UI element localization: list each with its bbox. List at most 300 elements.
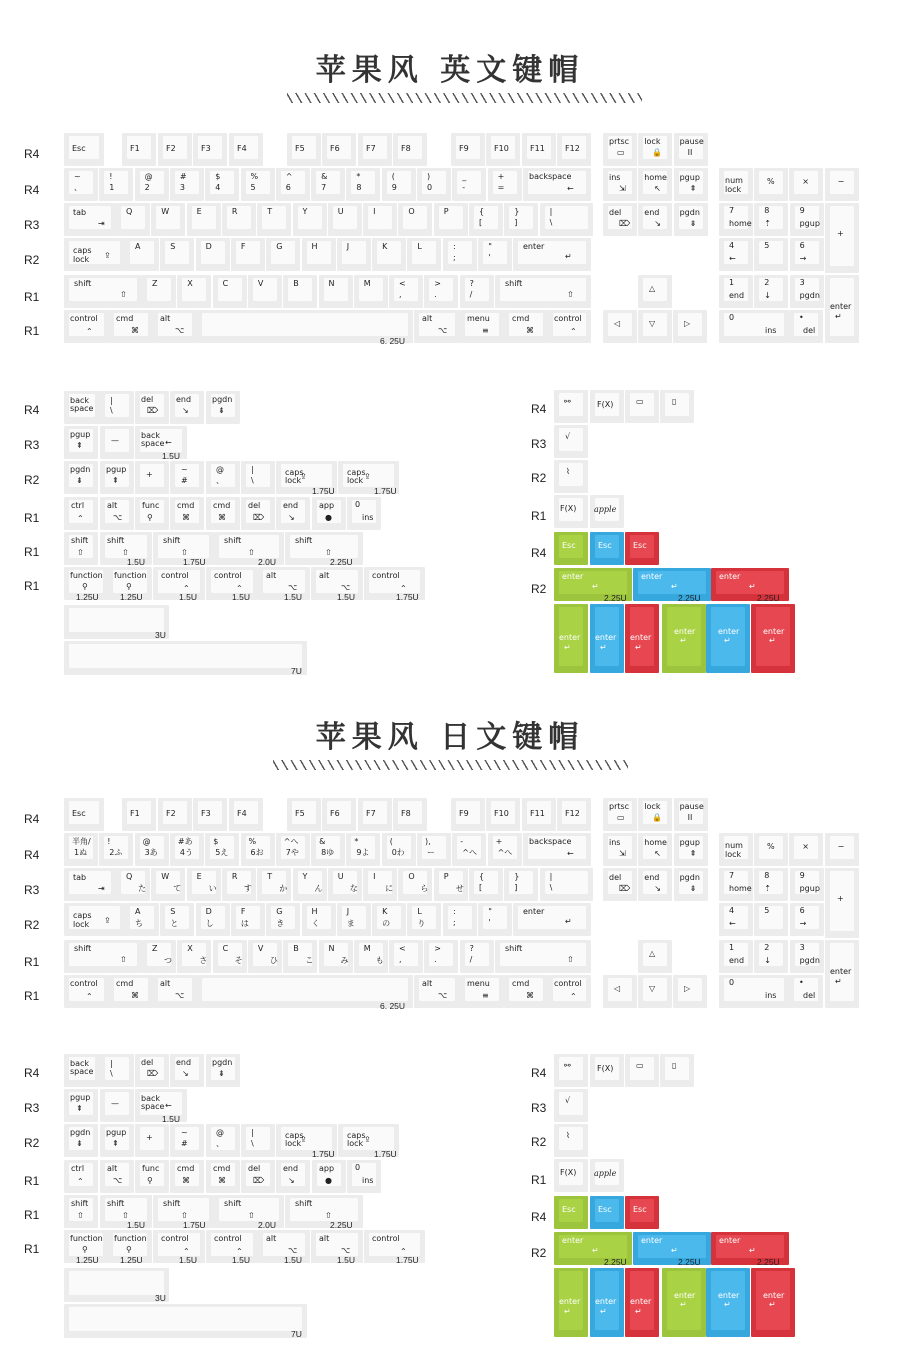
key-num-2[interactable] xyxy=(135,833,169,866)
control-15-key-2[interactable] xyxy=(206,567,258,600)
numpad-op-0[interactable] xyxy=(754,168,788,201)
numpad-plus-key[interactable] xyxy=(825,868,859,938)
key-f5[interactable] xyxy=(287,133,321,166)
at-key[interactable] xyxy=(206,1124,240,1157)
control-175-key[interactable] xyxy=(364,567,425,600)
func-key[interactable] xyxy=(135,497,169,530)
end-small-key[interactable] xyxy=(276,1160,310,1193)
pgdn-key-2[interactable] xyxy=(64,461,98,494)
nav-prtsc[interactable] xyxy=(603,133,637,166)
monitor-icon-key[interactable] xyxy=(625,390,659,423)
nav-pause[interactable] xyxy=(674,133,708,166)
share-icon-key[interactable] xyxy=(554,1054,588,1087)
function-key-2[interactable] xyxy=(108,1230,152,1263)
end-small-key[interactable] xyxy=(276,497,310,530)
alt-15-key[interactable] xyxy=(258,567,310,600)
right-alt-key[interactable] xyxy=(414,975,460,1008)
esc-blue-key[interactable] xyxy=(590,532,624,565)
key-j[interactable] xyxy=(337,903,371,936)
numpad-7[interactable] xyxy=(719,868,753,901)
alt-small-key[interactable] xyxy=(100,1160,134,1193)
shift-15-key[interactable] xyxy=(100,1195,152,1228)
key-num-4[interactable] xyxy=(205,168,239,201)
tab-key[interactable] xyxy=(64,868,116,901)
key-esc[interactable] xyxy=(64,133,104,166)
key-num-8[interactable] xyxy=(346,833,380,866)
end-key[interactable] xyxy=(170,391,204,424)
numpad-zero-key[interactable] xyxy=(719,975,789,1008)
key-a[interactable] xyxy=(125,903,159,936)
cmd-small-key[interactable] xyxy=(170,1160,204,1193)
cmd-small-key-2[interactable] xyxy=(206,1160,240,1193)
numpad-8[interactable] xyxy=(754,203,788,236)
numpad-plus-key[interactable] xyxy=(825,203,859,273)
key-r[interactable] xyxy=(222,868,256,901)
space-3u-key[interactable] xyxy=(64,1268,169,1302)
iso-enter-green[interactable] xyxy=(554,604,588,673)
plus-key[interactable] xyxy=(135,1124,169,1157)
key-num-9[interactable] xyxy=(382,833,416,866)
key-o[interactable] xyxy=(398,203,432,236)
shift-20-key[interactable] xyxy=(214,1195,284,1228)
key-i[interactable] xyxy=(363,203,397,236)
key-bracket-1[interactable] xyxy=(504,203,538,236)
key-d[interactable] xyxy=(196,903,230,936)
sqrt-key[interactable] xyxy=(554,1089,588,1122)
nav-pause[interactable] xyxy=(674,798,708,831)
enter-blue-key[interactable] xyxy=(633,1232,711,1265)
key-h[interactable] xyxy=(302,238,336,271)
key-b[interactable] xyxy=(283,940,317,973)
key-l[interactable] xyxy=(407,903,441,936)
key-f5[interactable] xyxy=(287,798,321,831)
big-enter-red[interactable] xyxy=(751,604,795,673)
numpad-2[interactable] xyxy=(754,940,788,973)
key-e[interactable] xyxy=(187,868,221,901)
key-num-2[interactable] xyxy=(135,168,169,201)
key-u[interactable] xyxy=(328,203,362,236)
menu-key[interactable] xyxy=(460,975,504,1008)
nav-prtsc[interactable] xyxy=(603,798,637,831)
menu-key[interactable] xyxy=(460,310,504,343)
key-sym-2[interactable] xyxy=(460,275,494,308)
del-small-key[interactable] xyxy=(241,497,275,530)
nav-del[interactable] xyxy=(603,868,637,901)
shift-225-key[interactable] xyxy=(285,532,363,565)
nav-home[interactable] xyxy=(638,168,672,201)
numpad-1[interactable] xyxy=(719,940,753,973)
pgdn-key-2[interactable] xyxy=(64,1124,98,1157)
function-key-2[interactable] xyxy=(108,567,152,600)
enter-red-key[interactable] xyxy=(711,568,789,601)
key-quote-1[interactable] xyxy=(478,903,512,936)
key-u[interactable] xyxy=(328,868,362,901)
numpad-zero-key[interactable] xyxy=(719,310,789,343)
key-f1[interactable] xyxy=(122,798,156,831)
key-quote-0[interactable] xyxy=(443,238,477,271)
key-bracket-0[interactable] xyxy=(469,868,503,901)
pgup-key-2[interactable] xyxy=(100,1124,134,1157)
key-m[interactable] xyxy=(354,275,388,308)
nav-lock[interactable] xyxy=(638,133,672,166)
numpad-5[interactable] xyxy=(754,903,788,936)
key-num-12[interactable] xyxy=(488,168,522,201)
sqrt-key[interactable] xyxy=(554,425,588,458)
numpad-3[interactable] xyxy=(790,940,824,973)
at-key[interactable] xyxy=(206,461,240,494)
apple-key[interactable] xyxy=(590,1159,624,1192)
cmd-small-key-2[interactable] xyxy=(206,497,240,530)
numpad-enter-key[interactable] xyxy=(825,275,859,343)
num-lock-key[interactable] xyxy=(719,833,753,866)
del-key[interactable] xyxy=(135,391,169,424)
key-num-10[interactable] xyxy=(417,833,451,866)
key-f4[interactable] xyxy=(229,133,263,166)
pgup-key[interactable] xyxy=(64,426,98,459)
space-key[interactable] xyxy=(197,975,413,1011)
numpad-6[interactable] xyxy=(790,903,824,936)
key-num-5[interactable] xyxy=(241,168,275,201)
key-f6[interactable] xyxy=(322,798,356,831)
key-num-8[interactable] xyxy=(346,168,380,201)
key-sym-2[interactable] xyxy=(460,940,494,973)
monitor-icon-key[interactable] xyxy=(625,1054,659,1087)
big-enter-green[interactable] xyxy=(662,604,706,673)
nav-ins[interactable] xyxy=(603,168,637,201)
key-r[interactable] xyxy=(222,203,256,236)
esc-green-key[interactable] xyxy=(554,532,588,565)
left-alt-key[interactable] xyxy=(153,310,197,343)
backspace-key[interactable] xyxy=(523,168,591,201)
iso-enter-red[interactable] xyxy=(625,604,659,673)
key-num-4[interactable] xyxy=(205,833,239,866)
enter-blue-key[interactable] xyxy=(633,568,711,601)
cmd-small-key[interactable] xyxy=(170,497,204,530)
arrow-up-key[interactable] xyxy=(638,275,672,308)
key-num-5[interactable] xyxy=(241,833,275,866)
fx-key[interactable] xyxy=(554,495,588,528)
right-shift-key[interactable] xyxy=(495,275,591,308)
key-num-11[interactable] xyxy=(452,833,486,866)
key-y[interactable] xyxy=(293,203,327,236)
enter-green-key[interactable] xyxy=(554,568,632,601)
left-shift-key[interactable] xyxy=(64,275,142,308)
bar-key[interactable] xyxy=(241,461,275,494)
share-icon-key[interactable] xyxy=(554,390,588,423)
numpad-7[interactable] xyxy=(719,203,753,236)
caps-175-key-2[interactable] xyxy=(338,1124,399,1157)
numpad-op-2[interactable] xyxy=(825,168,859,201)
arrow-down-key[interactable] xyxy=(638,975,672,1008)
right-control-key[interactable] xyxy=(548,975,591,1008)
del-small-key[interactable] xyxy=(241,1160,275,1193)
numpad-4[interactable] xyxy=(719,238,753,271)
key-f8[interactable] xyxy=(393,133,427,166)
esc-red-key[interactable] xyxy=(625,1196,659,1229)
key-bracket-2[interactable] xyxy=(540,203,593,236)
minus-key[interactable] xyxy=(100,426,134,459)
shift-175-key[interactable] xyxy=(153,1195,214,1228)
caps-lock-key[interactable] xyxy=(64,238,125,271)
app-key[interactable] xyxy=(312,497,346,530)
key-f6[interactable] xyxy=(322,133,356,166)
nav-end[interactable] xyxy=(638,203,672,236)
nav-end[interactable] xyxy=(638,868,672,901)
enter-green-key[interactable] xyxy=(554,1232,632,1265)
left-control-key[interactable] xyxy=(64,310,109,343)
right-cmd-key[interactable] xyxy=(504,310,548,343)
key-g[interactable] xyxy=(266,903,300,936)
space-7u-key[interactable] xyxy=(64,641,307,675)
numpad-dot-key[interactable] xyxy=(789,975,823,1008)
caps-175-key-2[interactable] xyxy=(338,461,399,494)
numpad-1[interactable] xyxy=(719,275,753,308)
key-h[interactable] xyxy=(302,903,336,936)
key-quote-1[interactable] xyxy=(478,238,512,271)
key-i[interactable] xyxy=(363,868,397,901)
caps-lock-key[interactable] xyxy=(64,903,125,936)
key-num-3[interactable] xyxy=(170,833,204,866)
end-key[interactable] xyxy=(170,1054,204,1087)
key-q[interactable] xyxy=(116,203,150,236)
alt-15-key-2[interactable] xyxy=(311,1230,363,1263)
apple-key[interactable] xyxy=(590,495,624,528)
tilde-key[interactable] xyxy=(170,461,204,494)
bar-key[interactable] xyxy=(241,1124,275,1157)
right-control-key[interactable] xyxy=(548,310,591,343)
numpad-9[interactable] xyxy=(790,203,824,236)
key-num-9[interactable] xyxy=(382,168,416,201)
esc-green-key[interactable] xyxy=(554,1196,588,1229)
nav-lock[interactable] xyxy=(638,798,672,831)
numpad-6[interactable] xyxy=(790,238,824,271)
caps-175-key[interactable] xyxy=(276,461,337,494)
ctrl-key[interactable] xyxy=(64,497,98,530)
control-15-key[interactable] xyxy=(153,567,205,600)
backspace-small-key[interactable] xyxy=(64,1054,100,1087)
minus-key[interactable] xyxy=(100,1089,134,1122)
numpad-op-1[interactable] xyxy=(789,168,823,201)
key-n[interactable] xyxy=(319,275,353,308)
ctrl-key[interactable] xyxy=(64,1160,98,1193)
arrow-up-key[interactable] xyxy=(638,940,672,973)
fx-key[interactable] xyxy=(554,1159,588,1192)
key-num-10[interactable] xyxy=(417,168,451,201)
tilde-key[interactable] xyxy=(170,1124,204,1157)
phone-icon-key[interactable] xyxy=(660,390,694,423)
key-z[interactable] xyxy=(142,275,176,308)
numpad-4[interactable] xyxy=(719,903,753,936)
key-w[interactable] xyxy=(151,203,185,236)
enter-key[interactable] xyxy=(513,238,591,271)
iso-enter-blue[interactable] xyxy=(590,1268,624,1337)
key-f7[interactable] xyxy=(358,798,392,831)
key-f3[interactable] xyxy=(193,798,227,831)
shift-20-key[interactable] xyxy=(214,532,284,565)
right-cmd-key[interactable] xyxy=(504,975,548,1008)
big-enter-blue[interactable] xyxy=(706,604,750,673)
arrow-right-key[interactable] xyxy=(673,975,707,1008)
enter-red-key[interactable] xyxy=(711,1232,789,1265)
key-m[interactable] xyxy=(354,940,388,973)
key-bracket-0[interactable] xyxy=(469,203,503,236)
nav-pgdn[interactable] xyxy=(674,868,708,901)
key-v[interactable] xyxy=(248,940,282,973)
enter-key[interactable] xyxy=(513,903,591,936)
left-cmd-key[interactable] xyxy=(109,975,153,1008)
key-num-3[interactable] xyxy=(170,168,204,201)
key-f1[interactable] xyxy=(122,133,156,166)
iso-enter-red[interactable] xyxy=(625,1268,659,1337)
key-p[interactable] xyxy=(434,868,468,901)
key-t[interactable] xyxy=(257,868,291,901)
nav-pgdn[interactable] xyxy=(674,203,708,236)
key-f10[interactable] xyxy=(486,798,520,831)
left-shift-key[interactable] xyxy=(64,940,142,973)
space-key[interactable] xyxy=(197,310,413,346)
nav-pgup[interactable] xyxy=(674,168,708,201)
key-x[interactable] xyxy=(177,275,211,308)
shift-1u-key[interactable] xyxy=(64,532,98,565)
arrow-right-key[interactable] xyxy=(673,310,707,343)
key-num-11[interactable] xyxy=(452,168,486,201)
key-quote-0[interactable] xyxy=(443,903,477,936)
numpad-9[interactable] xyxy=(790,868,824,901)
key-z[interactable] xyxy=(142,940,176,973)
function-key[interactable] xyxy=(64,567,108,600)
key-num-0[interactable] xyxy=(64,168,98,201)
key-v[interactable] xyxy=(248,275,282,308)
backspace-15-key[interactable] xyxy=(135,1089,187,1122)
clip-icon-key[interactable] xyxy=(554,1124,588,1157)
numpad-3[interactable] xyxy=(790,275,824,308)
key-f10[interactable] xyxy=(486,133,520,166)
key-f12[interactable] xyxy=(557,798,591,831)
function-key[interactable] xyxy=(64,1230,108,1263)
func-key[interactable] xyxy=(135,1160,169,1193)
pgdn-key[interactable] xyxy=(206,1054,240,1087)
shift-1u-key[interactable] xyxy=(64,1195,98,1228)
numpad-op-1[interactable] xyxy=(789,833,823,866)
key-j[interactable] xyxy=(337,238,371,271)
alt-15-key[interactable] xyxy=(258,1230,310,1263)
numpad-5[interactable] xyxy=(754,238,788,271)
key-bracket-1[interactable] xyxy=(504,868,538,901)
key-bracket-2[interactable] xyxy=(540,868,593,901)
numpad-8[interactable] xyxy=(754,868,788,901)
nav-pgup[interactable] xyxy=(674,833,708,866)
key-y[interactable] xyxy=(293,868,327,901)
space-3u-key[interactable] xyxy=(64,605,169,639)
nav-home[interactable] xyxy=(638,833,672,866)
space-7u-key[interactable] xyxy=(64,1304,307,1338)
big-enter-red[interactable] xyxy=(751,1268,795,1337)
arrow-left-key[interactable] xyxy=(603,975,637,1008)
control-15-key-2[interactable] xyxy=(206,1230,258,1263)
fx-box-key[interactable] xyxy=(590,390,624,423)
key-k[interactable] xyxy=(372,238,406,271)
zero-ins-key[interactable] xyxy=(347,1160,381,1193)
key-f[interactable] xyxy=(231,238,265,271)
big-enter-blue[interactable] xyxy=(706,1268,750,1337)
nav-ins[interactable] xyxy=(603,833,637,866)
key-s[interactable] xyxy=(160,238,194,271)
arrow-down-key[interactable] xyxy=(638,310,672,343)
shift-15-key[interactable] xyxy=(100,532,152,565)
esc-blue-key[interactable] xyxy=(590,1196,624,1229)
key-b[interactable] xyxy=(283,275,317,308)
key-q[interactable] xyxy=(116,868,150,901)
right-alt-key[interactable] xyxy=(414,310,460,343)
left-control-key[interactable] xyxy=(64,975,109,1008)
esc-red-key[interactable] xyxy=(625,532,659,565)
key-sym-1[interactable] xyxy=(424,940,458,973)
key-c[interactable] xyxy=(213,940,247,973)
key-c[interactable] xyxy=(213,275,247,308)
key-sym-0[interactable] xyxy=(389,275,423,308)
numpad-op-2[interactable] xyxy=(825,833,859,866)
arrow-left-key[interactable] xyxy=(603,310,637,343)
del-key[interactable] xyxy=(135,1054,169,1087)
nav-del[interactable] xyxy=(603,203,637,236)
key-t[interactable] xyxy=(257,203,291,236)
shift-225-key[interactable] xyxy=(285,1195,363,1228)
num-lock-key[interactable] xyxy=(719,168,753,201)
key-n[interactable] xyxy=(319,940,353,973)
tab-key[interactable] xyxy=(64,203,116,236)
key-num-6[interactable] xyxy=(276,833,310,866)
fx-box-key[interactable] xyxy=(590,1054,624,1087)
key-f3[interactable] xyxy=(193,133,227,166)
key-f8[interactable] xyxy=(393,798,427,831)
key-w[interactable] xyxy=(151,868,185,901)
key-num-12[interactable] xyxy=(488,833,522,866)
key-a[interactable] xyxy=(125,238,159,271)
key-num-7[interactable] xyxy=(311,833,345,866)
numpad-2[interactable] xyxy=(754,275,788,308)
key-o[interactable] xyxy=(398,868,432,901)
key-num-6[interactable] xyxy=(276,168,310,201)
key-num-7[interactable] xyxy=(311,168,345,201)
zero-ins-key[interactable] xyxy=(347,497,381,530)
numpad-op-0[interactable] xyxy=(754,833,788,866)
pgdn-key[interactable] xyxy=(206,391,240,424)
control-175-key[interactable] xyxy=(364,1230,425,1263)
backspace-15-key[interactable] xyxy=(135,426,187,459)
big-enter-green[interactable] xyxy=(662,1268,706,1337)
key-esc[interactable] xyxy=(64,798,104,831)
key-sym-0[interactable] xyxy=(389,940,423,973)
key-f11[interactable] xyxy=(522,133,556,166)
clip-icon-key[interactable] xyxy=(554,460,588,493)
backspace-key[interactable] xyxy=(523,833,591,866)
key-f7[interactable] xyxy=(358,133,392,166)
right-shift-key[interactable] xyxy=(495,940,591,973)
pipe-key[interactable] xyxy=(100,391,134,424)
key-s[interactable] xyxy=(160,903,194,936)
phone-icon-key[interactable] xyxy=(660,1054,694,1087)
key-num-1[interactable] xyxy=(99,833,133,866)
pgup-key-2[interactable] xyxy=(100,461,134,494)
iso-enter-green[interactable] xyxy=(554,1268,588,1337)
left-alt-key[interactable] xyxy=(153,975,197,1008)
key-k[interactable] xyxy=(372,903,406,936)
key-f11[interactable] xyxy=(522,798,556,831)
numpad-dot-key[interactable] xyxy=(789,310,823,343)
numpad-enter-key[interactable] xyxy=(825,940,859,1008)
backspace-small-key[interactable] xyxy=(64,391,100,424)
shift-175-key[interactable] xyxy=(153,532,214,565)
